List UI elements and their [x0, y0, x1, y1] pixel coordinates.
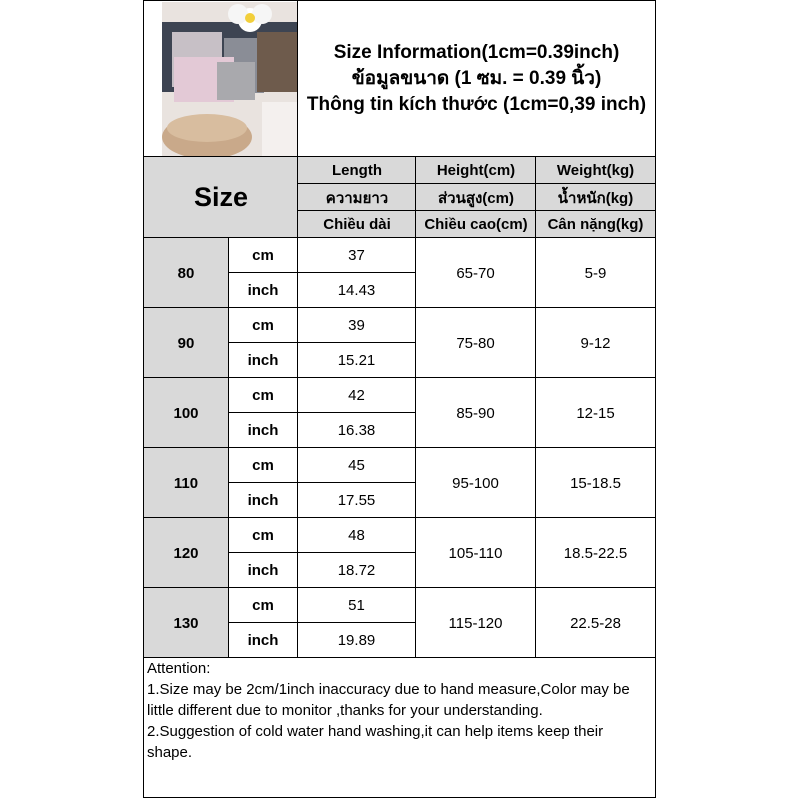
- unit-cm-label: cm: [252, 387, 274, 404]
- rule: [535, 156, 536, 658]
- size-value: 80: [177, 264, 195, 282]
- length-cm-value: 37: [348, 247, 365, 264]
- height-value: 95-100: [452, 474, 499, 492]
- rule: [228, 237, 229, 658]
- size-value: 120: [173, 544, 199, 562]
- weight-value: 18.5-22.5: [563, 544, 628, 562]
- height-value: 115-120: [448, 614, 503, 632]
- unit-inch-label: inch: [247, 562, 279, 579]
- height-value: 75-80: [456, 334, 495, 352]
- height-value: 85-90: [456, 404, 495, 422]
- unit-inch-label: inch: [247, 492, 279, 509]
- rule: [298, 183, 656, 184]
- unit-cm-label: cm: [252, 317, 274, 334]
- length-inch-value: 15.21: [337, 352, 376, 369]
- unit-inch-label: inch: [247, 282, 279, 299]
- note-line-1: 1.Size may be 2cm/1inch inaccuracy due to hand measure,Color may be little different due to monitor ,thanks for your understanding.: [147, 681, 630, 719]
- weight-header-vi: Cân nặng(kg): [547, 216, 644, 233]
- size-value: 90: [177, 334, 195, 352]
- unit-inch-label: inch: [247, 422, 279, 439]
- height-header-en: Height(cm): [436, 162, 516, 179]
- height-header-th: ส่วนสูง(cm): [438, 189, 514, 207]
- height-header-vi: Chiều cao(cm): [424, 216, 528, 233]
- size-value: 130: [173, 614, 199, 632]
- unit-inch-label: inch: [247, 632, 279, 649]
- title-thai: ข้อมูลขนาด (1 ซม. = 0.39 นิ้ว): [351, 68, 602, 89]
- length-inch-value: 19.89: [337, 632, 376, 649]
- length-inch-value: 18.72: [337, 562, 376, 579]
- length-inch-value: 16.38: [337, 422, 376, 439]
- size-info-title-block: [298, 2, 655, 156]
- length-header-en: Length: [332, 162, 382, 179]
- title-english: Size Information(1cm=0.39inch): [333, 42, 620, 63]
- weight-value: 9-12: [580, 334, 611, 352]
- weight-header-th: น้ำหนัก(kg): [557, 189, 634, 207]
- weight-header-en: Weight(kg): [556, 162, 635, 179]
- unit-cm-label: cm: [252, 457, 274, 474]
- unit-cm-label: cm: [252, 527, 274, 544]
- rule: [143, 237, 656, 238]
- length-inch-value: 14.43: [337, 282, 376, 299]
- unit-cm-label: cm: [252, 597, 274, 614]
- rule: [143, 377, 656, 378]
- unit-inch-label: inch: [247, 352, 279, 369]
- title-vietnamese: Thông tin kích thước (1cm=0,39 inch): [306, 94, 647, 115]
- length-cm-value: 48: [348, 527, 365, 544]
- attention-heading: Attention:: [147, 660, 211, 677]
- length-header-vi: Chiều dài: [323, 216, 391, 233]
- length-cm-value: 45: [348, 457, 365, 474]
- note-line-2: 2.Suggestion of cold water hand washing,it can help items keep their shape.: [147, 723, 604, 761]
- product-photo: [162, 2, 298, 156]
- weight-value: 12-15: [576, 404, 615, 422]
- rule: [229, 272, 416, 273]
- rule: [298, 210, 656, 211]
- rule: [229, 412, 416, 413]
- rule: [297, 156, 298, 658]
- height-value: 105-110: [448, 544, 503, 562]
- weight-value: 15-18.5: [570, 474, 621, 492]
- height-value: 65-70: [456, 264, 495, 282]
- rule: [143, 156, 656, 157]
- rule: [229, 342, 416, 343]
- length-inch-value: 17.55: [337, 492, 376, 509]
- rule: [143, 587, 656, 588]
- length-cm-value: 51: [348, 597, 365, 614]
- rule: [229, 482, 416, 483]
- length-header-th: ความยาว: [325, 189, 389, 207]
- rule: [229, 622, 416, 623]
- size-value: 100: [173, 404, 199, 422]
- rule: [143, 517, 656, 518]
- attention-notes: [147, 658, 652, 763]
- size-value: 110: [173, 474, 199, 492]
- rule: [229, 552, 416, 553]
- rule: [143, 447, 656, 448]
- weight-value: 5-9: [584, 264, 607, 282]
- length-cm-value: 42: [348, 387, 365, 404]
- unit-cm-label: cm: [252, 247, 274, 264]
- rule: [415, 156, 416, 658]
- length-cm-value: 39: [348, 317, 365, 334]
- product-photo-art: [162, 2, 298, 156]
- weight-value: 22.5-28: [570, 614, 621, 632]
- rule: [143, 307, 656, 308]
- size-header: Size: [193, 182, 249, 212]
